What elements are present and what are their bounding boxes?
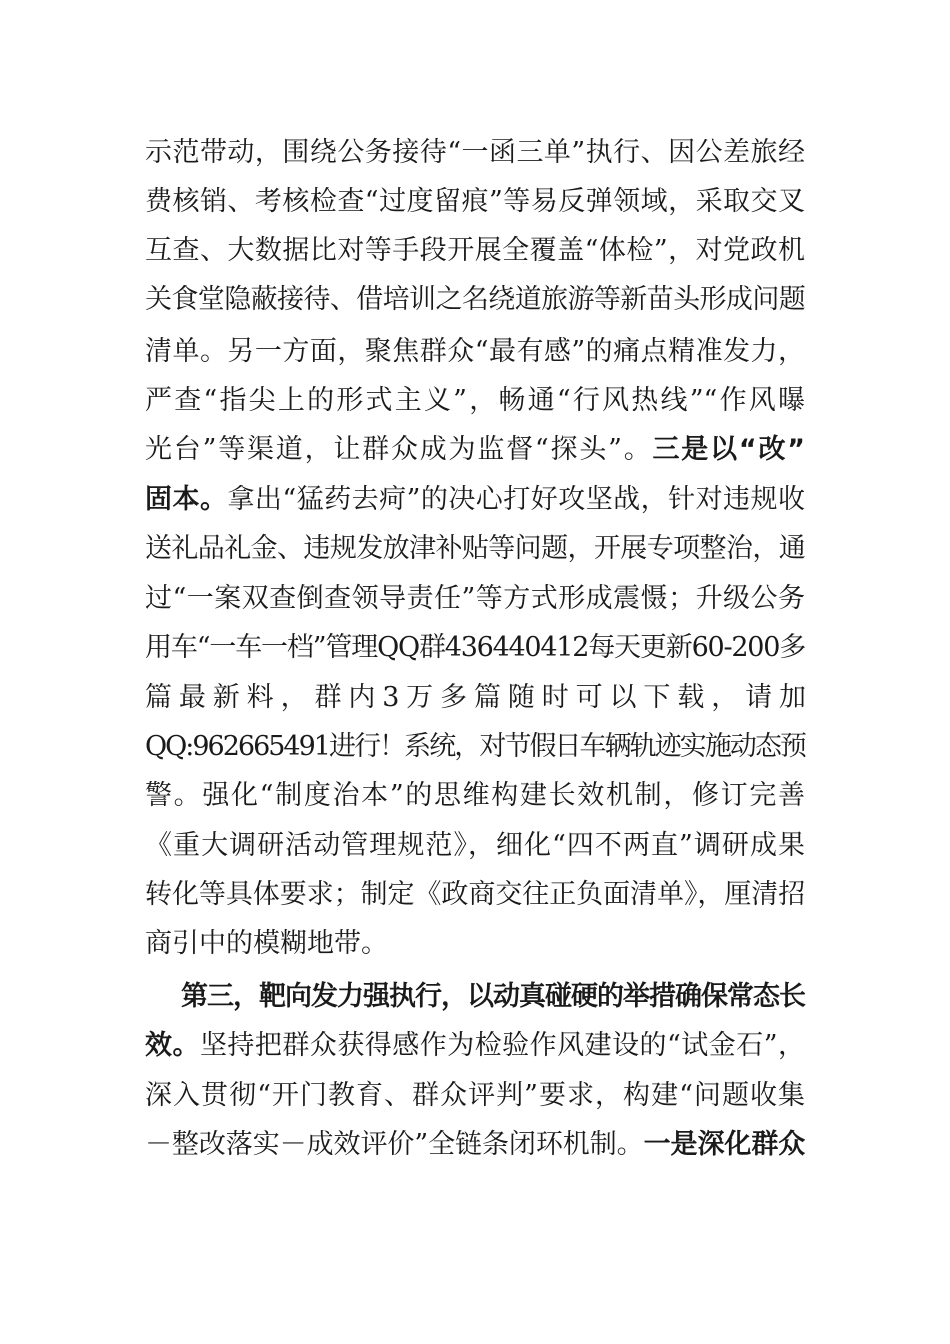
text-line-8 — [145, 475, 805, 525]
section-heading: 第三，靶向发力强执行，以动真碰硬的举措确保常态长 — [181, 981, 805, 1012]
text-line-1: 示范带动，围绕公务接待“一函三单”执行、因公差旅经 — [145, 137, 805, 168]
text-line-19-bold: 效。 — [145, 1030, 200, 1061]
section-heading-line — [181, 972, 805, 1022]
text-line-17: 商引中的模糊地带。 — [145, 928, 388, 959]
text-line-7 — [145, 425, 805, 475]
text-line-8-normal: 拿出“猛药去疴”的决心打好攻坚战，针对违规收 — [227, 484, 806, 515]
text-line-21 — [145, 1120, 805, 1170]
text-line-7-normal: 光台”等渠道，让群众成为监督“探头”。 — [145, 434, 653, 465]
text-line-12: 篇 最 新 料 ， 群 内 3 万 多 篇 随 时 可 以 下 载 ， 请 加 — [145, 682, 805, 713]
text-line-20: 深入贯彻“开门教育、群众评判”要求，构建“问题收集 — [145, 1080, 805, 1111]
text-line-19 — [145, 1021, 805, 1071]
text-line-21-normal: －整改落实－成效评价”全链条闭环机制。 — [145, 1129, 644, 1160]
text-line-19-normal: 坚持把群众获得感作为检验作风建设的“试金石”， — [199, 1030, 805, 1061]
text-line-8-bold: 固本。 — [145, 484, 228, 515]
text-line-11: 用车“一车一档”管理QQ群436440412每天更新60-200多 — [145, 632, 805, 663]
text-line-4: 关食堂隐蔽接待、借培训之名绕道旅游等新苗头形成问题 — [145, 284, 805, 315]
text-line-21-bold: 一是深化群众 — [643, 1129, 806, 1160]
text-line-6: 严查“指尖上的形式主义”，畅通“行风热线”“作风曝 — [145, 385, 805, 416]
text-line-2: 费核销、考核检查“过度留痕”等易反弹领域，采取交叉 — [145, 186, 805, 217]
text-line-16: 转化等具体要求；制定《政商交往正负面清单》，厘清招 — [145, 879, 805, 910]
text-line-13: QQ:962665491进行！系统，对节假日车辆轨迹实施动态预 — [145, 731, 805, 762]
text-line-9: 送礼品礼金、违规发放津补贴等问题，开展专项整治，通 — [145, 533, 805, 564]
text-line-5: 清单。另一方面，聚焦群众“最有感”的痛点精准发力， — [145, 336, 805, 367]
text-line-7-bold: 三是以“改” — [652, 434, 805, 465]
text-line-10: 过“一案双查倒查领导责任”等方式形成震慑；升级公务 — [145, 583, 805, 614]
text-line-3: 互查、大数据比对等手段开展全覆盖“体检”，对党政机 — [145, 235, 805, 266]
text-line-15: 《重大调研活动管理规范》，细化“四不两直”调研成果 — [145, 830, 805, 861]
text-line-14: 警。强化“制度治本”的思维构建长效机制，修订完善 — [145, 780, 805, 811]
